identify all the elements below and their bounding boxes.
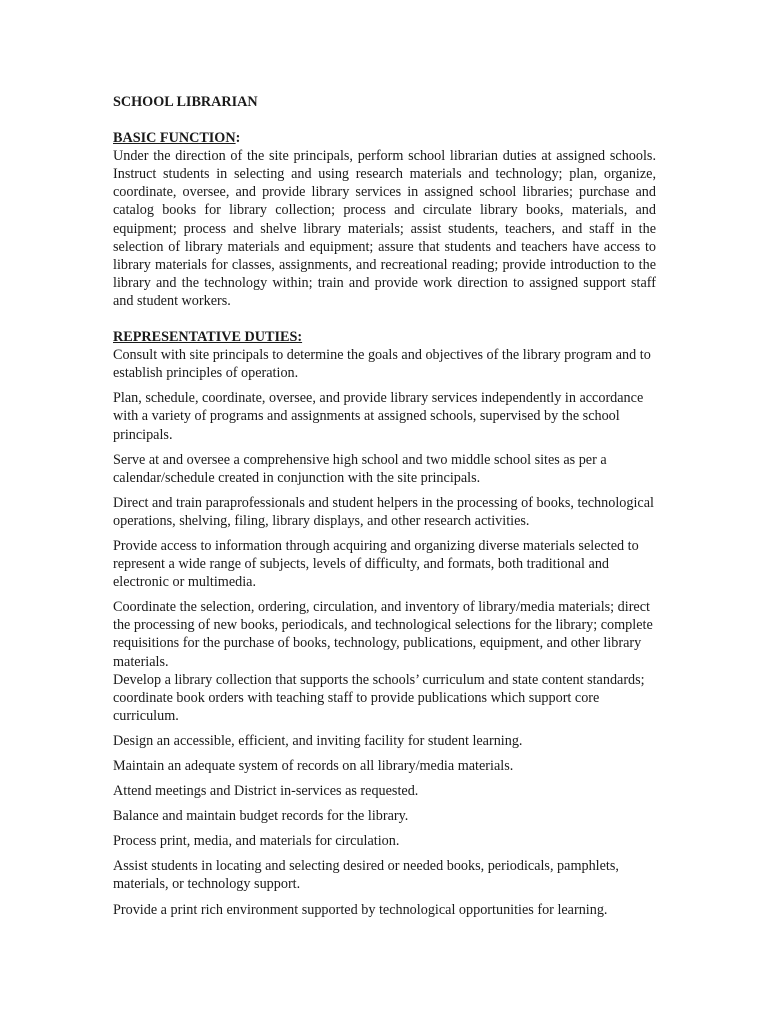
representative-duties-heading: REPRESENTATIVE DUTIES: xyxy=(113,329,303,346)
duty-item: Serve at and oversee a comprehensive high school and two middle school sites as per a calendar/schedule created in conjunction with the site principals. xyxy=(113,451,607,486)
duty-item: Attend meetings and District in-services as requested. xyxy=(113,783,419,800)
duty-item: Design an accessible, efficient, and inviting facility for student learning. xyxy=(113,732,523,749)
duty-item: Provide access to information through acquiring and organizing diverse materials selected to represent a wide range of subjects, levels of difficulty, and formats, both traditional and electronic or multimedia. xyxy=(113,537,639,591)
duty-item: Coordinate the selection, ordering, circulation, and inventory of library/media materials; direct the processing of new books, periodicals, and technological selections for the library; complete requisitions for the purchase of books, technology, publications, equipment, and other library materials. xyxy=(113,599,653,670)
document-page xyxy=(113,93,656,926)
duty-item: Consult with site principals to determine the goals and objectives of the library program and to establish principles of operation. xyxy=(113,347,651,382)
basic-function-text: Under the direction of the site principals, perform school librarian duties at assigned schools. Instruct students in selecting and using research materials and technology; plan, organize, coordinate, oversee, and provide library services in assigned school libraries; purchase and catalog books for library collection; process and circulate library books, materials, and equipment; process and shelve library materials; assist students, teachers, and staff in the selection of library materials and equipment; assure that students and teachers have access to library materials for classes, assignments, and recreational reading; provide introduction to the library and the technology within; train and provide work direction to assigned support staff and student workers. xyxy=(113,148,656,309)
duties-list xyxy=(113,346,656,919)
duty-item: Balance and maintain budget records for the library. xyxy=(113,808,409,825)
basic-function-heading-text: BASIC FUNCTION xyxy=(113,130,236,147)
duty-item: Process print, media, and materials for circulation. xyxy=(113,833,400,850)
basic-function-heading-colon: : xyxy=(235,130,241,147)
document-title: SCHOOL LIBRARIAN xyxy=(113,94,258,110)
basic-function-heading xyxy=(113,129,656,147)
duty-item: Direct and train paraprofessionals and student helpers in the processing of books, technological operations, shelving, filing, library displays, and other research activities. xyxy=(113,494,654,529)
duty-item: Maintain an adequate system of records on all library/media materials. xyxy=(113,758,514,774)
duty-item: Plan, schedule, coordinate, oversee, and provide library services independently in accordance with a variety of programs and assignments at assigned schools, supervised by the school principals. xyxy=(113,390,644,443)
duty-item: Provide a print rich environment supported by technological opportunities for learning. xyxy=(113,901,608,918)
duty-item: Develop a library collection that supports the schools’ curriculum and state content standards; coordinate book orders with teaching staff to provide publications which support core curriculum. xyxy=(113,671,645,724)
duty-item: Assist students in locating and selecting desired or needed books, periodicals, pamphlets, materials, or technology support. xyxy=(113,858,619,893)
